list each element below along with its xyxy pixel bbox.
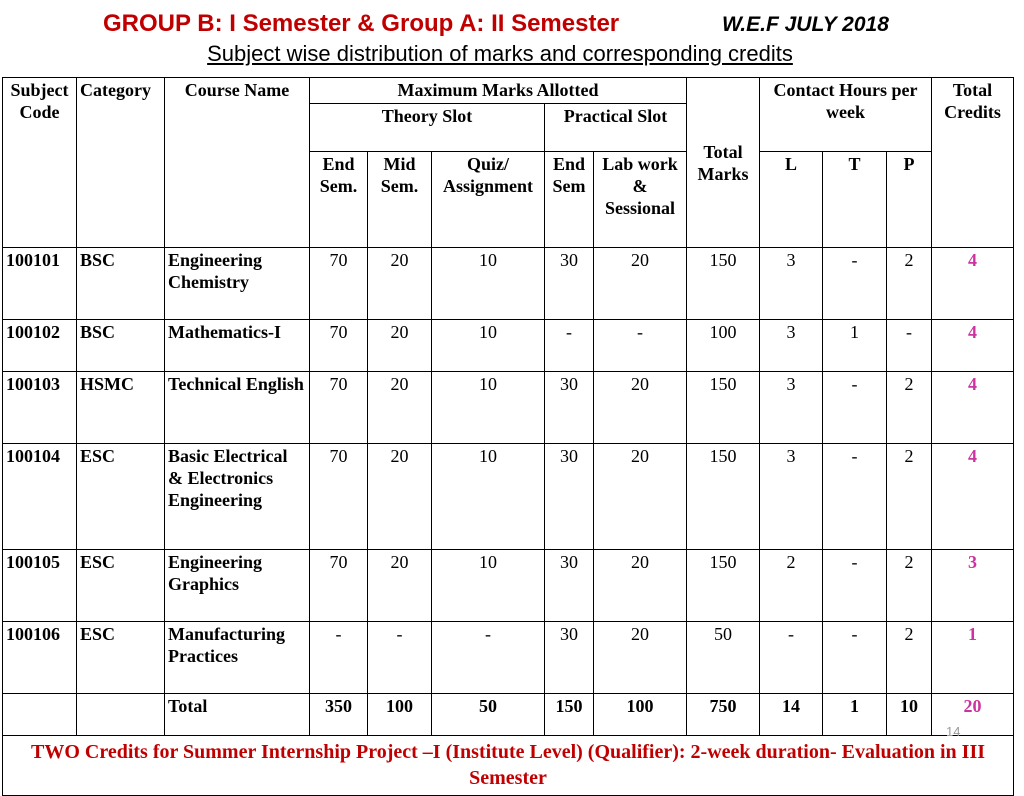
mid-sem-marks: 20 bbox=[368, 444, 432, 550]
subject-code: 100104 bbox=[3, 444, 77, 550]
lecture-hours: 3 bbox=[760, 320, 823, 372]
subject-code: 100105 bbox=[3, 550, 77, 622]
header-end-sem: End Sem. bbox=[310, 152, 368, 248]
total-lab-work: 100 bbox=[594, 694, 687, 736]
total-marks: 150 bbox=[687, 248, 760, 320]
subject-code: 100103 bbox=[3, 372, 77, 444]
total-marks: 150 bbox=[687, 372, 760, 444]
header-subject-code: Subject Code bbox=[3, 78, 77, 248]
total-practical-end-sem: 150 bbox=[545, 694, 594, 736]
total-marks: 100 bbox=[687, 320, 760, 372]
table-row bbox=[3, 622, 1014, 694]
lab-work-marks: 20 bbox=[594, 550, 687, 622]
total-mid-sem: 100 bbox=[368, 694, 432, 736]
quiz-marks: 10 bbox=[432, 320, 545, 372]
category: BSC bbox=[77, 248, 165, 320]
end-sem-marks: 70 bbox=[310, 320, 368, 372]
header-practical-end-sem: End Sem bbox=[545, 152, 594, 248]
end-sem-marks: 70 bbox=[310, 550, 368, 622]
header-max-marks: Maximum Marks Allotted bbox=[310, 78, 687, 104]
category: ESC bbox=[77, 622, 165, 694]
header-course-name: Course Name bbox=[165, 78, 310, 248]
mid-sem-marks: - bbox=[368, 622, 432, 694]
header-category: Category bbox=[77, 78, 165, 248]
lecture-hours: 3 bbox=[760, 248, 823, 320]
practical-hours: - bbox=[887, 320, 932, 372]
header-total-marks: Total Marks bbox=[687, 78, 760, 248]
practical-hours: 2 bbox=[887, 550, 932, 622]
header-row-1 bbox=[3, 78, 1014, 104]
quiz-marks: - bbox=[432, 622, 545, 694]
lecture-hours: 3 bbox=[760, 372, 823, 444]
mid-sem-marks: 20 bbox=[368, 248, 432, 320]
total-credits: 4 bbox=[932, 248, 1014, 320]
marks-distribution-table bbox=[2, 77, 1014, 796]
quiz-marks: 10 bbox=[432, 550, 545, 622]
practical-end-sem-marks: - bbox=[545, 320, 594, 372]
lecture-hours: 2 bbox=[760, 550, 823, 622]
total-credits: 1 bbox=[932, 622, 1014, 694]
subject-code: 100106 bbox=[3, 622, 77, 694]
page-title: GROUP B: I Semester & Group A: II Semester bbox=[103, 10, 620, 37]
header-lab-work: Lab work & Sessional bbox=[594, 152, 687, 248]
total-marks-sum: 750 bbox=[687, 694, 760, 736]
total-row-category bbox=[77, 694, 165, 736]
tutorial-hours: 1 bbox=[823, 320, 887, 372]
course-name: Manufacturing Practices bbox=[165, 622, 310, 694]
title-line bbox=[0, 8, 1024, 42]
end-sem-marks: 70 bbox=[310, 372, 368, 444]
total-marks: 50 bbox=[687, 622, 760, 694]
lab-work-marks: 20 bbox=[594, 622, 687, 694]
lecture-hours: - bbox=[760, 622, 823, 694]
header-total-credits: Total Credits bbox=[932, 78, 1014, 248]
practical-hours: 2 bbox=[887, 444, 932, 550]
tutorial-hours: - bbox=[823, 372, 887, 444]
end-sem-marks: 70 bbox=[310, 248, 368, 320]
table-row bbox=[3, 372, 1014, 444]
mid-sem-marks: 20 bbox=[368, 372, 432, 444]
category: BSC bbox=[77, 320, 165, 372]
page-number: 14 bbox=[946, 724, 961, 739]
practical-hours: 2 bbox=[887, 372, 932, 444]
category: ESC bbox=[77, 444, 165, 550]
total-label: Total bbox=[165, 694, 310, 736]
end-sem-marks: 70 bbox=[310, 444, 368, 550]
course-name: Technical English bbox=[165, 372, 310, 444]
quiz-marks: 10 bbox=[432, 444, 545, 550]
total-credits: 4 bbox=[932, 372, 1014, 444]
effective-date: W.E.F JULY 2018 bbox=[722, 13, 889, 36]
total-credits-sum: 20 bbox=[932, 694, 1014, 736]
header-p: P bbox=[887, 152, 932, 248]
table-row bbox=[3, 320, 1014, 372]
quiz-marks: 10 bbox=[432, 248, 545, 320]
total-marks: 150 bbox=[687, 444, 760, 550]
table-row bbox=[3, 550, 1014, 622]
internship-note: TWO Credits for Summer Internship Project –I (Institute Level) (Qualifier): 2-week duration- Evaluation in III Semester bbox=[3, 736, 1014, 796]
course-name: Engineering Graphics bbox=[165, 550, 310, 622]
header-theory-slot: Theory Slot bbox=[310, 104, 545, 152]
total-practical-hours: 10 bbox=[887, 694, 932, 736]
course-name: Engineering Chemistry bbox=[165, 248, 310, 320]
tutorial-hours: - bbox=[823, 622, 887, 694]
lab-work-marks: 20 bbox=[594, 372, 687, 444]
practical-hours: 2 bbox=[887, 622, 932, 694]
header-quiz: Quiz/ Assignment bbox=[432, 152, 545, 248]
end-sem-marks: - bbox=[310, 622, 368, 694]
header-l: L bbox=[760, 152, 823, 248]
practical-end-sem-marks: 30 bbox=[545, 622, 594, 694]
total-marks: 150 bbox=[687, 550, 760, 622]
tutorial-hours: - bbox=[823, 444, 887, 550]
lab-work-marks: 20 bbox=[594, 248, 687, 320]
subject-code: 100102 bbox=[3, 320, 77, 372]
total-row bbox=[3, 694, 1014, 736]
total-lecture-hours: 14 bbox=[760, 694, 823, 736]
mid-sem-marks: 20 bbox=[368, 320, 432, 372]
tutorial-hours: - bbox=[823, 248, 887, 320]
subject-code: 100101 bbox=[3, 248, 77, 320]
total-row-code bbox=[3, 694, 77, 736]
total-credits: 3 bbox=[932, 550, 1014, 622]
total-quiz: 50 bbox=[432, 694, 545, 736]
header-t: T bbox=[823, 152, 887, 248]
total-credits: 4 bbox=[932, 320, 1014, 372]
practical-end-sem-marks: 30 bbox=[545, 550, 594, 622]
page-subtitle: Subject wise distribution of marks and corresponding credits bbox=[207, 41, 793, 66]
lab-work-marks: 20 bbox=[594, 444, 687, 550]
tutorial-hours: - bbox=[823, 550, 887, 622]
header-mid-sem: Mid Sem. bbox=[368, 152, 432, 248]
practical-hours: 2 bbox=[887, 248, 932, 320]
table-row bbox=[3, 444, 1014, 550]
quiz-marks: 10 bbox=[432, 372, 545, 444]
total-tutorial-hours: 1 bbox=[823, 694, 887, 736]
lab-work-marks: - bbox=[594, 320, 687, 372]
footer-row bbox=[3, 736, 1014, 796]
practical-end-sem-marks: 30 bbox=[545, 372, 594, 444]
course-name: Basic Electrical & Electronics Engineering bbox=[165, 444, 310, 550]
practical-end-sem-marks: 30 bbox=[545, 444, 594, 550]
practical-end-sem-marks: 30 bbox=[545, 248, 594, 320]
category: HSMC bbox=[77, 372, 165, 444]
category: ESC bbox=[77, 550, 165, 622]
header-contact-hours: Contact Hours per week bbox=[760, 78, 932, 152]
total-credits: 4 bbox=[932, 444, 1014, 550]
header-practical-slot: Practical Slot bbox=[545, 104, 687, 152]
total-end-sem: 350 bbox=[310, 694, 368, 736]
course-name: Mathematics-I bbox=[165, 320, 310, 372]
table-row bbox=[3, 248, 1014, 320]
mid-sem-marks: 20 bbox=[368, 550, 432, 622]
lecture-hours: 3 bbox=[760, 444, 823, 550]
